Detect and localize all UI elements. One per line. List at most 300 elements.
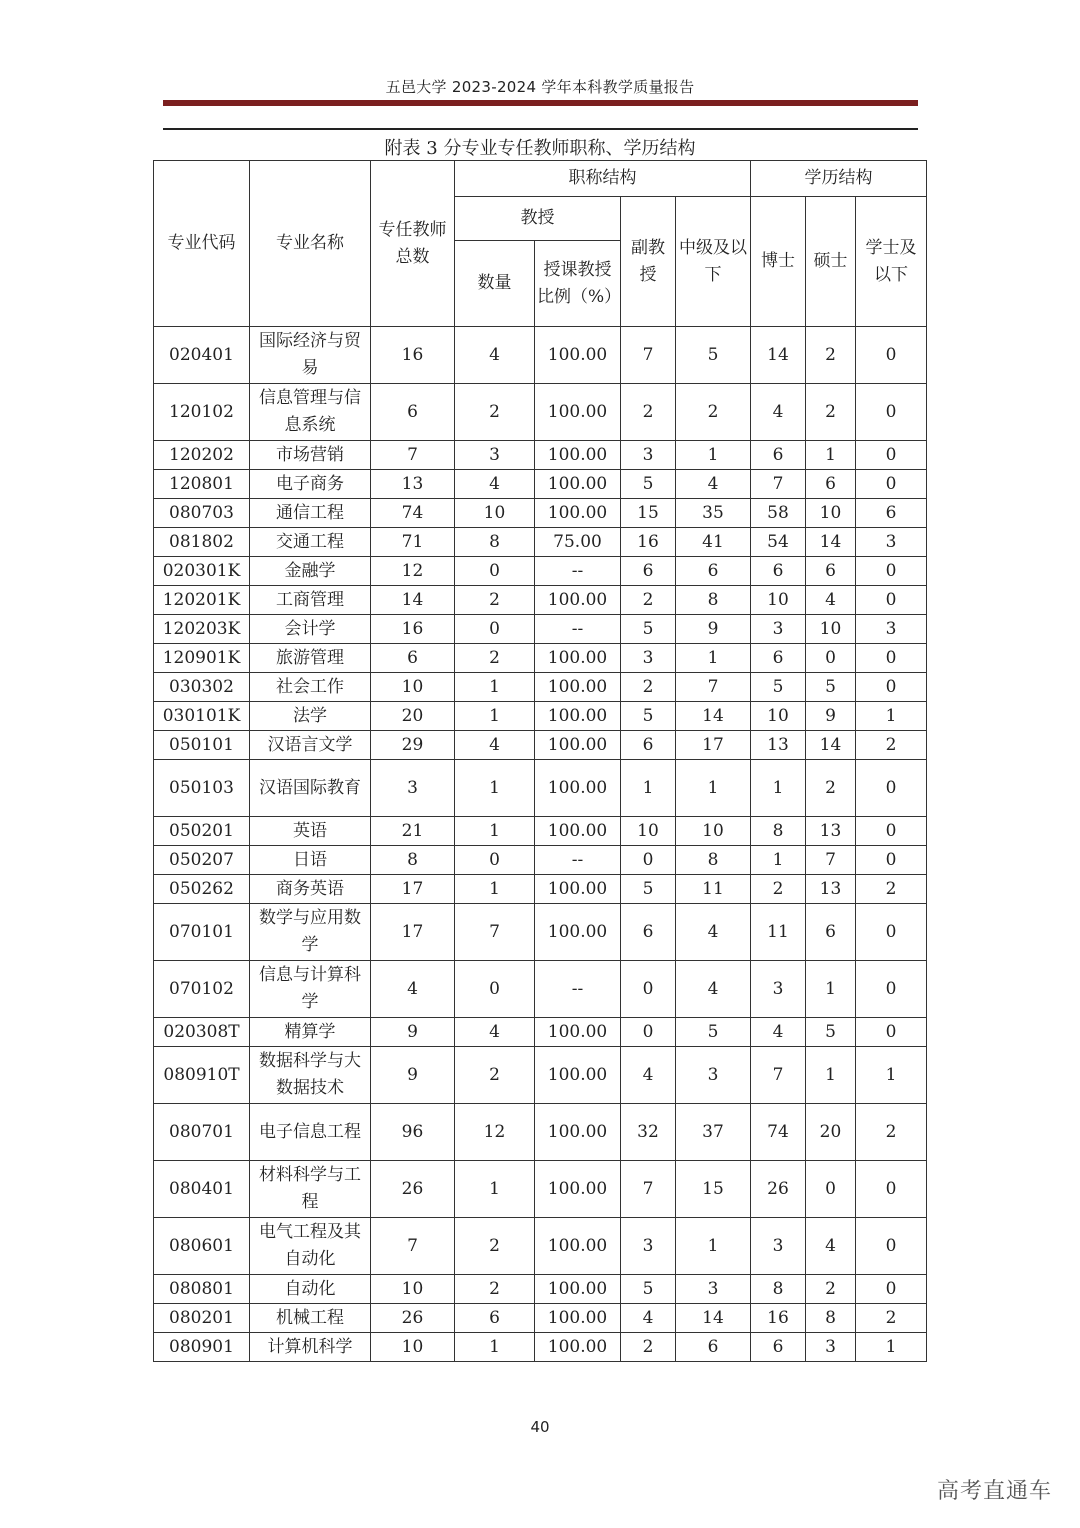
cell-ratio: 100.00 [535, 1104, 621, 1161]
cell-master: 9 [806, 702, 856, 731]
cell-assoc: 3 [621, 441, 676, 470]
table-row [154, 1304, 927, 1333]
cell-ratio: 100.00 [535, 644, 621, 673]
cell-prof: 0 [455, 615, 535, 644]
cell-master: 0 [806, 1161, 856, 1218]
cell-master: 14 [806, 528, 856, 557]
cell-code: 080601 [154, 1218, 250, 1275]
cell-name: 信息与计算科学 [250, 961, 371, 1018]
header-edu-structure: 学历结构 [751, 161, 927, 197]
cell-bachelor: 0 [856, 557, 927, 586]
cell-mid: 5 [676, 327, 751, 384]
table-row [154, 1047, 927, 1104]
cell-phd: 7 [751, 470, 806, 499]
cell-phd: 8 [751, 817, 806, 846]
cell-assoc: 2 [621, 586, 676, 615]
cell-code: 080201 [154, 1304, 250, 1333]
cell-master: 10 [806, 615, 856, 644]
cell-mid: 41 [676, 528, 751, 557]
header-phd: 博士 [751, 197, 806, 327]
cell-prof: 2 [455, 586, 535, 615]
cell-bachelor: 0 [856, 904, 927, 961]
cell-bachelor: 6 [856, 499, 927, 528]
cell-name: 自动化 [250, 1275, 371, 1304]
table-row [154, 875, 927, 904]
cell-name: 电子商务 [250, 470, 371, 499]
cell-mid: 15 [676, 1161, 751, 1218]
cell-name: 计算机科学 [250, 1333, 371, 1362]
cell-master: 8 [806, 1304, 856, 1333]
table-row [154, 557, 927, 586]
cell-code: 080901 [154, 1333, 250, 1362]
cell-master: 7 [806, 846, 856, 875]
cell-mid: 8 [676, 586, 751, 615]
cell-total: 26 [371, 1161, 455, 1218]
cell-phd: 6 [751, 441, 806, 470]
cell-total: 14 [371, 586, 455, 615]
cell-phd: 8 [751, 1275, 806, 1304]
table-caption: 附表 3 分专业专任教师职称、学历结构 [384, 138, 696, 159]
cell-ratio: 75.00 [535, 528, 621, 557]
cell-master: 14 [806, 731, 856, 760]
cell-phd: 6 [751, 557, 806, 586]
table-row [154, 673, 927, 702]
cell-mid: 6 [676, 557, 751, 586]
cell-mid: 10 [676, 817, 751, 846]
cell-bachelor: 2 [856, 731, 927, 760]
table-row [154, 528, 927, 557]
cell-code: 120801 [154, 470, 250, 499]
cell-ratio: -- [535, 846, 621, 875]
cell-ratio: 100.00 [535, 1047, 621, 1104]
cell-prof: 2 [455, 1218, 535, 1275]
cell-total: 6 [371, 644, 455, 673]
report-header-title: 五邑大学 2023-2024 学年本科教学质量报告 [385, 78, 695, 96]
cell-master: 2 [806, 327, 856, 384]
cell-mid: 9 [676, 615, 751, 644]
cell-prof: 0 [455, 557, 535, 586]
cell-master: 0 [806, 644, 856, 673]
cell-prof: 1 [455, 1333, 535, 1362]
cell-master: 10 [806, 499, 856, 528]
cell-assoc: 2 [621, 384, 676, 441]
header-professor: 教授 [455, 197, 621, 241]
cell-assoc: 6 [621, 731, 676, 760]
cell-assoc: 2 [621, 1333, 676, 1362]
table-row [154, 760, 927, 817]
header-rule-thin [163, 128, 918, 130]
table-row [154, 441, 927, 470]
cell-total: 16 [371, 327, 455, 384]
table-row [154, 470, 927, 499]
table-row [154, 1104, 927, 1161]
cell-mid: 5 [676, 1018, 751, 1047]
table-row [154, 1218, 927, 1275]
cell-ratio: 100.00 [535, 1304, 621, 1333]
cell-bachelor: 0 [856, 961, 927, 1018]
cell-assoc: 4 [621, 1047, 676, 1104]
cell-ratio: 100.00 [535, 586, 621, 615]
cell-phd: 10 [751, 702, 806, 731]
cell-name: 电气工程及其自动化 [250, 1218, 371, 1275]
cell-bachelor: 0 [856, 817, 927, 846]
table-row [154, 731, 927, 760]
cell-master: 5 [806, 1018, 856, 1047]
header-mid: 中级及以下 [676, 197, 751, 327]
cell-code: 120202 [154, 441, 250, 470]
cell-master: 13 [806, 875, 856, 904]
header-bachelor: 学士及以下 [856, 197, 927, 327]
cell-prof: 0 [455, 961, 535, 1018]
cell-assoc: 0 [621, 1018, 676, 1047]
cell-total: 7 [371, 441, 455, 470]
cell-code: 020401 [154, 327, 250, 384]
cell-ratio: 100.00 [535, 875, 621, 904]
cell-name: 汉语言文学 [250, 731, 371, 760]
cell-name: 汉语国际教育 [250, 760, 371, 817]
cell-name: 法学 [250, 702, 371, 731]
header-total: 专任教师总数 [371, 161, 455, 327]
cell-bachelor: 2 [856, 1304, 927, 1333]
cell-code: 020301K [154, 557, 250, 586]
cell-ratio: 100.00 [535, 1018, 621, 1047]
cell-mid: 11 [676, 875, 751, 904]
header-prof-count: 数量 [455, 241, 535, 327]
cell-total: 6 [371, 384, 455, 441]
cell-ratio: 100.00 [535, 470, 621, 499]
cell-mid: 8 [676, 846, 751, 875]
cell-master: 2 [806, 1275, 856, 1304]
cell-assoc: 3 [621, 644, 676, 673]
cell-bachelor: 0 [856, 760, 927, 817]
cell-prof: 1 [455, 760, 535, 817]
cell-ratio: 100.00 [535, 1161, 621, 1218]
cell-name: 信息管理与信息系统 [250, 384, 371, 441]
cell-total: 26 [371, 1304, 455, 1333]
cell-bachelor: 0 [856, 441, 927, 470]
cell-code: 120203K [154, 615, 250, 644]
cell-mid: 1 [676, 760, 751, 817]
cell-bachelor: 0 [856, 1018, 927, 1047]
cell-assoc: 1 [621, 760, 676, 817]
cell-mid: 6 [676, 1333, 751, 1362]
cell-total: 20 [371, 702, 455, 731]
cell-ratio: 100.00 [535, 1333, 621, 1362]
cell-phd: 4 [751, 1018, 806, 1047]
cell-code: 080701 [154, 1104, 250, 1161]
cell-prof: 6 [455, 1304, 535, 1333]
cell-phd: 3 [751, 615, 806, 644]
cell-name: 数据科学与大数据技术 [250, 1047, 371, 1104]
cell-master: 6 [806, 557, 856, 586]
cell-bachelor: 1 [856, 1333, 927, 1362]
cell-phd: 3 [751, 1218, 806, 1275]
cell-total: 9 [371, 1018, 455, 1047]
cell-prof: 4 [455, 1018, 535, 1047]
cell-prof: 1 [455, 673, 535, 702]
cell-code: 080910T [154, 1047, 250, 1104]
cell-master: 4 [806, 1218, 856, 1275]
cell-ratio: 100.00 [535, 384, 621, 441]
cell-bachelor: 3 [856, 615, 927, 644]
cell-assoc: 16 [621, 528, 676, 557]
cell-mid: 2 [676, 384, 751, 441]
cell-name: 金融学 [250, 557, 371, 586]
cell-bachelor: 1 [856, 1047, 927, 1104]
cell-prof: 2 [455, 384, 535, 441]
cell-mid: 1 [676, 1218, 751, 1275]
cell-total: 8 [371, 846, 455, 875]
cell-name: 机械工程 [250, 1304, 371, 1333]
cell-mid: 3 [676, 1275, 751, 1304]
cell-master: 1 [806, 441, 856, 470]
cell-phd: 4 [751, 384, 806, 441]
table-row [154, 846, 927, 875]
cell-total: 29 [371, 731, 455, 760]
cell-total: 10 [371, 1275, 455, 1304]
cell-prof: 3 [455, 441, 535, 470]
cell-ratio: -- [535, 615, 621, 644]
cell-total: 12 [371, 557, 455, 586]
cell-prof: 7 [455, 904, 535, 961]
cell-phd: 11 [751, 904, 806, 961]
cell-assoc: 10 [621, 817, 676, 846]
cell-bachelor: 1 [856, 702, 927, 731]
cell-total: 96 [371, 1104, 455, 1161]
table-row [154, 1018, 927, 1047]
cell-total: 71 [371, 528, 455, 557]
cell-assoc: 6 [621, 557, 676, 586]
table-row [154, 961, 927, 1018]
cell-master: 4 [806, 586, 856, 615]
cell-assoc: 7 [621, 1161, 676, 1218]
cell-code: 070102 [154, 961, 250, 1018]
cell-total: 17 [371, 904, 455, 961]
cell-ratio: 100.00 [535, 327, 621, 384]
header-assoc: 副教授 [621, 197, 676, 327]
cell-phd: 16 [751, 1304, 806, 1333]
cell-phd: 7 [751, 1047, 806, 1104]
cell-prof: 2 [455, 644, 535, 673]
faculty-structure-table [153, 160, 927, 1362]
cell-name: 工商管理 [250, 586, 371, 615]
cell-code: 050103 [154, 760, 250, 817]
cell-mid: 3 [676, 1047, 751, 1104]
cell-total: 7 [371, 1218, 455, 1275]
cell-bachelor: 0 [856, 470, 927, 499]
cell-mid: 4 [676, 470, 751, 499]
cell-phd: 26 [751, 1161, 806, 1218]
cell-code: 080801 [154, 1275, 250, 1304]
cell-prof: 2 [455, 1047, 535, 1104]
cell-prof: 4 [455, 470, 535, 499]
watermark-text: 高考直通车 [936, 1479, 1052, 1504]
header-rule-thick [163, 100, 918, 106]
cell-ratio: 100.00 [535, 1218, 621, 1275]
cell-assoc: 15 [621, 499, 676, 528]
cell-master: 6 [806, 904, 856, 961]
cell-name: 材料科学与工程 [250, 1161, 371, 1218]
cell-bachelor: 0 [856, 1218, 927, 1275]
cell-bachelor: 2 [856, 1104, 927, 1161]
cell-bachelor: 0 [856, 586, 927, 615]
cell-phd: 1 [751, 846, 806, 875]
cell-mid: 1 [676, 644, 751, 673]
cell-prof: 2 [455, 1275, 535, 1304]
cell-total: 10 [371, 1333, 455, 1362]
cell-code: 050262 [154, 875, 250, 904]
cell-bachelor: 3 [856, 528, 927, 557]
table-row [154, 384, 927, 441]
cell-assoc: 6 [621, 904, 676, 961]
cell-master: 6 [806, 470, 856, 499]
cell-mid: 14 [676, 702, 751, 731]
cell-prof: 8 [455, 528, 535, 557]
cell-bachelor: 0 [856, 644, 927, 673]
cell-ratio: -- [535, 961, 621, 1018]
table-row [154, 1333, 927, 1362]
cell-master: 1 [806, 961, 856, 1018]
cell-ratio: 100.00 [535, 904, 621, 961]
table-row [154, 1275, 927, 1304]
cell-assoc: 4 [621, 1304, 676, 1333]
cell-ratio: 100.00 [535, 760, 621, 817]
cell-prof: 10 [455, 499, 535, 528]
cell-phd: 74 [751, 1104, 806, 1161]
cell-code: 030101K [154, 702, 250, 731]
cell-total: 16 [371, 615, 455, 644]
header-code: 专业代码 [154, 161, 250, 327]
cell-phd: 3 [751, 961, 806, 1018]
cell-name: 市场营销 [250, 441, 371, 470]
cell-bachelor: 0 [856, 327, 927, 384]
cell-master: 1 [806, 1047, 856, 1104]
page-number: 40 [530, 1418, 550, 1436]
cell-total: 21 [371, 817, 455, 846]
table-row [154, 644, 927, 673]
cell-code: 050201 [154, 817, 250, 846]
cell-prof: 12 [455, 1104, 535, 1161]
cell-code: 120201K [154, 586, 250, 615]
cell-total: 9 [371, 1047, 455, 1104]
cell-name: 交通工程 [250, 528, 371, 557]
cell-total: 10 [371, 673, 455, 702]
cell-prof: 0 [455, 846, 535, 875]
cell-assoc: 5 [621, 1275, 676, 1304]
table-row [154, 817, 927, 846]
table-row [154, 499, 927, 528]
cell-master: 3 [806, 1333, 856, 1362]
cell-assoc: 0 [621, 846, 676, 875]
header-prof-ratio: 授课教授比例（%） [535, 241, 621, 327]
cell-assoc: 7 [621, 327, 676, 384]
cell-ratio: 100.00 [535, 1275, 621, 1304]
cell-code: 080703 [154, 499, 250, 528]
cell-phd: 6 [751, 644, 806, 673]
cell-ratio: 100.00 [535, 673, 621, 702]
cell-master: 2 [806, 384, 856, 441]
cell-name: 英语 [250, 817, 371, 846]
cell-name: 国际经济与贸易 [250, 327, 371, 384]
cell-ratio: 100.00 [535, 499, 621, 528]
cell-phd: 1 [751, 760, 806, 817]
table-row [154, 702, 927, 731]
cell-assoc: 5 [621, 702, 676, 731]
cell-name: 会计学 [250, 615, 371, 644]
cell-code: 120901K [154, 644, 250, 673]
cell-phd: 58 [751, 499, 806, 528]
cell-mid: 37 [676, 1104, 751, 1161]
cell-mid: 1 [676, 441, 751, 470]
cell-mid: 4 [676, 961, 751, 1018]
cell-bachelor: 0 [856, 673, 927, 702]
cell-bachelor: 0 [856, 846, 927, 875]
cell-ratio: 100.00 [535, 441, 621, 470]
cell-assoc: 0 [621, 961, 676, 1018]
cell-total: 4 [371, 961, 455, 1018]
table-row [154, 904, 927, 961]
cell-mid: 14 [676, 1304, 751, 1333]
cell-bachelor: 0 [856, 384, 927, 441]
cell-prof: 1 [455, 1161, 535, 1218]
table-row [154, 615, 927, 644]
cell-assoc: 5 [621, 875, 676, 904]
cell-master: 2 [806, 760, 856, 817]
header-name: 专业名称 [250, 161, 371, 327]
cell-total: 13 [371, 470, 455, 499]
cell-master: 5 [806, 673, 856, 702]
table-row [154, 586, 927, 615]
cell-prof: 1 [455, 817, 535, 846]
cell-phd: 2 [751, 875, 806, 904]
cell-mid: 17 [676, 731, 751, 760]
cell-name: 社会工作 [250, 673, 371, 702]
cell-prof: 4 [455, 327, 535, 384]
cell-code: 081802 [154, 528, 250, 557]
cell-mid: 35 [676, 499, 751, 528]
cell-assoc: 5 [621, 470, 676, 499]
cell-assoc: 5 [621, 615, 676, 644]
cell-ratio: 100.00 [535, 731, 621, 760]
cell-code: 030302 [154, 673, 250, 702]
cell-total: 3 [371, 760, 455, 817]
cell-code: 080401 [154, 1161, 250, 1218]
cell-phd: 14 [751, 327, 806, 384]
cell-name: 旅游管理 [250, 644, 371, 673]
cell-name: 数学与应用数学 [250, 904, 371, 961]
cell-master: 20 [806, 1104, 856, 1161]
cell-ratio: 100.00 [535, 702, 621, 731]
cell-phd: 6 [751, 1333, 806, 1362]
cell-assoc: 2 [621, 673, 676, 702]
cell-phd: 54 [751, 528, 806, 557]
cell-bachelor: 0 [856, 1161, 927, 1218]
cell-mid: 4 [676, 904, 751, 961]
table-row [154, 1161, 927, 1218]
cell-bachelor: 0 [856, 1275, 927, 1304]
cell-prof: 1 [455, 875, 535, 904]
table-row [154, 327, 927, 384]
cell-phd: 5 [751, 673, 806, 702]
cell-prof: 1 [455, 702, 535, 731]
cell-name: 精算学 [250, 1018, 371, 1047]
cell-code: 070101 [154, 904, 250, 961]
cell-name: 商务英语 [250, 875, 371, 904]
cell-code: 020308T [154, 1018, 250, 1047]
cell-phd: 13 [751, 731, 806, 760]
cell-ratio: 100.00 [535, 817, 621, 846]
header-title-structure: 职称结构 [455, 161, 751, 197]
